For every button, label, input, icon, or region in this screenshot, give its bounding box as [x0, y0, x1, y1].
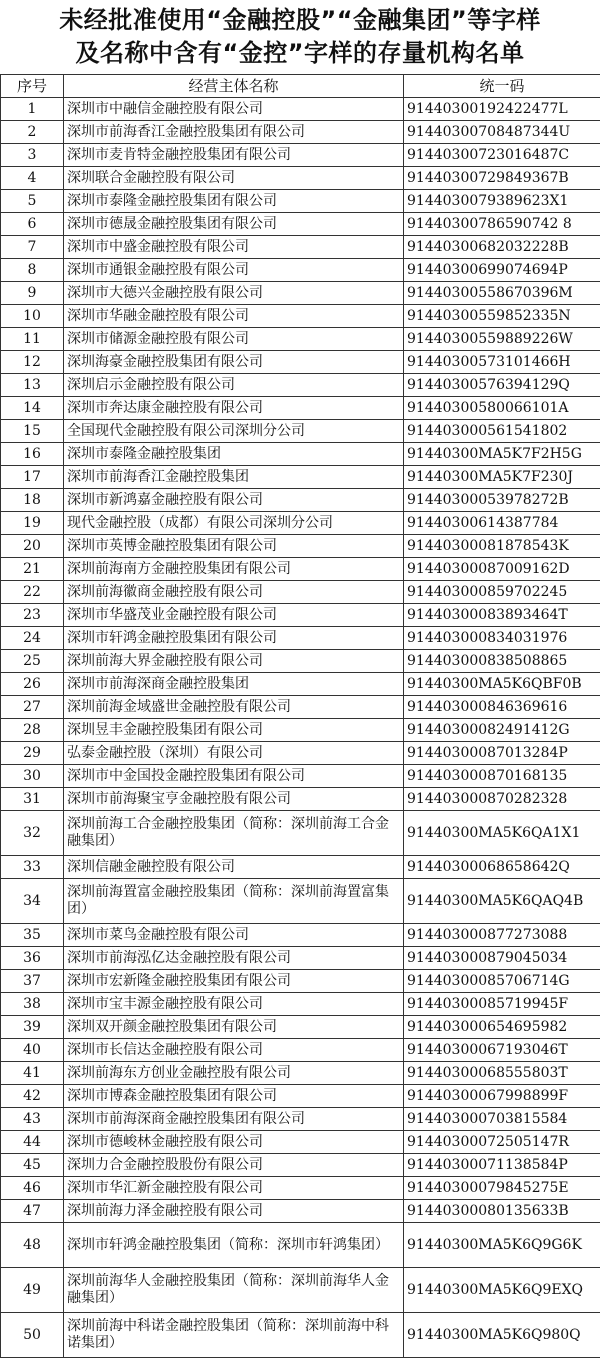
entity-name-text: 深圳市前海聚宝亨金融控股有限公司 — [67, 790, 291, 807]
row-number: 14 — [1, 397, 64, 420]
entity-name — [64, 1062, 404, 1085]
entity-name-text: 深圳市新鸿嘉金融控股有限公司 — [67, 491, 263, 508]
entity-name — [64, 581, 404, 604]
entity-name-text: 深圳前海徽商金融控股有限公司 — [67, 583, 263, 600]
entity-name-text: 深圳市德晟金融控股集团有限公司 — [67, 215, 277, 232]
table-row — [1, 879, 600, 924]
credit-code: 91440300723016487C — [404, 144, 600, 167]
credit-code: 91440300067998899F — [404, 1085, 600, 1108]
credit-code: 91440300MA5K6QAQ4B — [404, 879, 600, 924]
credit-code: 91440300614387784 — [404, 512, 600, 535]
credit-code: 91440300083893464T — [404, 604, 600, 627]
table-row — [1, 1131, 600, 1154]
table-row — [1, 190, 600, 213]
credit-code: 91440300699074694P — [404, 259, 600, 282]
credit-code: 914403000870282328 — [404, 788, 600, 811]
row-number: 11 — [1, 328, 64, 351]
row-number: 23 — [1, 604, 64, 627]
credit-code: 914403000859702245 — [404, 581, 600, 604]
entity-name — [64, 696, 404, 719]
credit-code: 91440300729849367B — [404, 167, 600, 190]
entity-name — [64, 788, 404, 811]
entity-name — [64, 259, 404, 282]
institution-table — [0, 74, 600, 1358]
entity-name-text: 深圳市华融金融控股有限公司 — [67, 307, 249, 324]
entity-name — [64, 1268, 404, 1313]
credit-code: 91440300MA5K7F2H5G — [404, 443, 600, 466]
table-row — [1, 1177, 600, 1200]
row-number: 36 — [1, 947, 64, 970]
entity-name-text: 深圳双开颜金融控股集团有限公司 — [67, 1018, 277, 1035]
row-number: 26 — [1, 673, 64, 696]
row-number: 45 — [1, 1154, 64, 1177]
table-row — [1, 811, 600, 856]
entity-name-text: 深圳昱丰金融控股集团有限公司 — [67, 721, 263, 738]
entity-name-text: 深圳信融金融控股有限公司 — [67, 858, 235, 875]
row-number: 47 — [1, 1200, 64, 1223]
table-row — [1, 742, 600, 765]
row-number: 3 — [1, 144, 64, 167]
entity-name — [64, 144, 404, 167]
credit-code: 914403000870168135 — [404, 765, 600, 788]
table-row — [1, 420, 600, 443]
credit-code: 91440300068555803T — [404, 1062, 600, 1085]
entity-name-text: 弘泰金融控股（深圳）有限公司 — [67, 744, 263, 761]
table-row — [1, 259, 600, 282]
entity-name-text: 深圳市博森金融控股集团有限公司 — [67, 1087, 277, 1104]
entity-name — [64, 351, 404, 374]
entity-name — [64, 1223, 404, 1268]
entity-name — [64, 213, 404, 236]
table-row — [1, 1016, 600, 1039]
entity-name-text: 深圳市宏新隆金融控股集团有限公司 — [67, 972, 291, 989]
credit-code: 914403000838508865 — [404, 650, 600, 673]
row-number: 13 — [1, 374, 64, 397]
credit-code: 91440300558670396M — [404, 282, 600, 305]
table-row — [1, 1062, 600, 1085]
row-number: 7 — [1, 236, 64, 259]
entity-name-text: 深圳前海工合金融控股集团（简称：深圳前海工合金融集团） — [67, 816, 389, 849]
table-header-row — [1, 75, 600, 98]
entity-name — [64, 397, 404, 420]
credit-code: 91440300573101466H — [404, 351, 600, 374]
entity-name-text: 深圳前海金域盛世金融控股有限公司 — [67, 698, 291, 715]
entity-name — [64, 282, 404, 305]
row-number: 5 — [1, 190, 64, 213]
table-row — [1, 1200, 600, 1223]
table-row — [1, 1108, 600, 1131]
row-number: 12 — [1, 351, 64, 374]
entity-name-text: 深圳市长信达金融控股有限公司 — [67, 1041, 263, 1058]
entity-name — [64, 604, 404, 627]
credit-code: 91440300067193046T — [404, 1039, 600, 1062]
credit-code: 91440300080135633B — [404, 1200, 600, 1223]
credit-code: 91440300MA5K6Q9G6K — [404, 1223, 600, 1268]
entity-name-text: 深圳启示金融控股有限公司 — [67, 376, 235, 393]
row-number: 10 — [1, 305, 64, 328]
table-row — [1, 466, 600, 489]
table-row — [1, 1313, 600, 1358]
row-number: 18 — [1, 489, 64, 512]
table-row — [1, 397, 600, 420]
entity-name-text: 深圳联合金融控股有限公司 — [67, 169, 235, 186]
entity-name — [64, 993, 404, 1016]
credit-code: 91440300081878543K — [404, 535, 600, 558]
table-body — [1, 98, 600, 1358]
credit-code: 91440300MA5K6Q980Q — [404, 1313, 600, 1358]
row-number: 21 — [1, 558, 64, 581]
entity-name — [64, 1016, 404, 1039]
table-row — [1, 604, 600, 627]
row-number: 46 — [1, 1177, 64, 1200]
credit-code: 91440300MA5K7F230J — [404, 466, 600, 489]
credit-code: 91440300682032228B — [404, 236, 600, 259]
entity-name — [64, 650, 404, 673]
entity-name — [64, 558, 404, 581]
document-title — [0, 4, 600, 70]
entity-name-text: 深圳市中融信金融控股有限公司 — [67, 100, 263, 117]
entity-name-text: 深圳市泰隆金融控股集团有限公司 — [67, 192, 277, 209]
row-number: 29 — [1, 742, 64, 765]
row-number: 31 — [1, 788, 64, 811]
entity-name-text: 深圳力合金融控股股份有限公司 — [67, 1156, 263, 1173]
row-number: 32 — [1, 811, 64, 856]
entity-name-text: 深圳市德峻林金融控股有限公司 — [67, 1133, 263, 1150]
entity-name — [64, 970, 404, 993]
header-code: 统一码 — [404, 75, 600, 98]
table-row — [1, 1268, 600, 1313]
row-number: 20 — [1, 535, 64, 558]
row-number: 48 — [1, 1223, 64, 1268]
credit-code: 91440300087009162D — [404, 558, 600, 581]
row-number: 30 — [1, 765, 64, 788]
table-row — [1, 351, 600, 374]
entity-name — [64, 811, 404, 856]
entity-name-text: 深圳市大德兴金融控股有限公司 — [67, 284, 263, 301]
entity-name — [64, 1154, 404, 1177]
row-number: 4 — [1, 167, 64, 190]
entity-name-text: 深圳市华盛茂业金融控股有限公司 — [67, 606, 277, 623]
credit-code: 91440300786590742 8 — [404, 213, 600, 236]
table-row — [1, 213, 600, 236]
credit-code: 91440300071138584P — [404, 1154, 600, 1177]
entity-name-text: 深圳海豪金融控股集团有限公司 — [67, 353, 263, 370]
credit-code: 914403000846369616 — [404, 696, 600, 719]
table-row — [1, 673, 600, 696]
entity-name-text: 全国现代金融控股有限公司深圳分公司 — [67, 422, 305, 439]
row-number: 41 — [1, 1062, 64, 1085]
row-number: 35 — [1, 924, 64, 947]
entity-name-text: 深圳市前海泓亿达金融控股有限公司 — [67, 949, 291, 966]
entity-name-text: 深圳前海力泽金融控股有限公司 — [67, 1202, 263, 1219]
entity-name — [64, 236, 404, 259]
table-row — [1, 443, 600, 466]
header-no: 序号 — [1, 75, 64, 98]
entity-name-text: 深圳前海华人金融控股集团（简称：深圳前海华人金融集团） — [67, 1273, 389, 1306]
table-row — [1, 512, 600, 535]
entity-name — [64, 856, 404, 879]
row-number: 25 — [1, 650, 64, 673]
entity-name-text: 深圳市轩鸿金融控股集团有限公司 — [67, 629, 277, 646]
table-row — [1, 947, 600, 970]
credit-code: 914403000703815584 — [404, 1108, 600, 1131]
entity-name-text: 深圳市英博金融控股集团有限公司 — [67, 537, 277, 554]
entity-name — [64, 1131, 404, 1154]
table-row — [1, 970, 600, 993]
entity-name — [64, 719, 404, 742]
entity-name — [64, 121, 404, 144]
entity-name-text: 深圳市前海香江金融控股集团有限公司 — [67, 123, 305, 140]
entity-name — [64, 98, 404, 121]
table-row — [1, 328, 600, 351]
entity-name — [64, 328, 404, 351]
entity-name-text: 深圳市麦肯特金融控股集团有限公司 — [67, 146, 291, 163]
entity-name — [64, 1313, 404, 1358]
credit-code: 91440300068658642Q — [404, 856, 600, 879]
table-row — [1, 489, 600, 512]
credit-code: 91440300MA5K6QA1X1 — [404, 811, 600, 856]
entity-name-text: 深圳市中盛金融控股有限公司 — [67, 238, 249, 255]
title-line-2: 及名称中含有“金控”字样的存量机构名单 — [75, 39, 525, 67]
credit-code: 91440300082491412G — [404, 719, 600, 742]
entity-name — [64, 627, 404, 650]
entity-name-text: 深圳市储源金融控股有限公司 — [67, 330, 249, 347]
row-number: 38 — [1, 993, 64, 1016]
row-number: 6 — [1, 213, 64, 236]
row-number: 43 — [1, 1108, 64, 1131]
credit-code: 91440300072505147R — [404, 1131, 600, 1154]
entity-name-text: 深圳前海中科诺金融控股集团（简称：深圳前海中科诺集团） — [67, 1318, 389, 1351]
table-row — [1, 374, 600, 397]
table-row — [1, 581, 600, 604]
table-row — [1, 993, 600, 1016]
table-row — [1, 856, 600, 879]
row-number: 42 — [1, 1085, 64, 1108]
row-number: 49 — [1, 1268, 64, 1313]
entity-name-text: 深圳市前海香江金融控股集团 — [67, 468, 249, 485]
entity-name — [64, 466, 404, 489]
row-number: 2 — [1, 121, 64, 144]
entity-name — [64, 443, 404, 466]
entity-name-text: 深圳市奔达康金融控股有限公司 — [67, 399, 263, 416]
entity-name — [64, 305, 404, 328]
credit-code: 91440300576394129Q — [404, 374, 600, 397]
entity-name — [64, 489, 404, 512]
entity-name-text: 深圳市通银金融控股有限公司 — [67, 261, 249, 278]
table-row — [1, 627, 600, 650]
row-number: 27 — [1, 696, 64, 719]
title-line-1: 未经批准使用“金融控股”“金融集团”等字样 — [59, 6, 541, 34]
credit-code: 91440300053978272B — [404, 489, 600, 512]
entity-name-text: 深圳市菜鸟金融控股有限公司 — [67, 926, 249, 943]
credit-code: 91440300559889226W — [404, 328, 600, 351]
header-name: 经营主体名称 — [64, 75, 404, 98]
credit-code: 91440300580066101A — [404, 397, 600, 420]
table-row — [1, 98, 600, 121]
credit-code: 91440300085719945F — [404, 993, 600, 1016]
entity-name — [64, 673, 404, 696]
row-number: 16 — [1, 443, 64, 466]
table-row — [1, 696, 600, 719]
entity-name — [64, 1108, 404, 1131]
row-number: 40 — [1, 1039, 64, 1062]
entity-name-text: 深圳前海南方金融控股集团有限公司 — [67, 560, 291, 577]
entity-name — [64, 512, 404, 535]
entity-name-text: 深圳市前海深商金融控股集团 — [67, 675, 249, 692]
row-number: 44 — [1, 1131, 64, 1154]
entity-name-text: 深圳市前海深商金融控股集团有限公司 — [67, 1110, 305, 1127]
entity-name — [64, 947, 404, 970]
row-number: 1 — [1, 98, 64, 121]
table-row — [1, 535, 600, 558]
table-row — [1, 1154, 600, 1177]
table-row — [1, 305, 600, 328]
row-number: 33 — [1, 856, 64, 879]
table-row — [1, 1085, 600, 1108]
credit-code: 9144030079389623X1 — [404, 190, 600, 213]
entity-name-text: 深圳市华汇新金融控股有限公司 — [67, 1179, 263, 1196]
entity-name — [64, 879, 404, 924]
table-row — [1, 924, 600, 947]
row-number: 39 — [1, 1016, 64, 1039]
table-row — [1, 121, 600, 144]
credit-code: 914403000654695982 — [404, 1016, 600, 1039]
entity-name — [64, 1200, 404, 1223]
credit-code: 91440300559852335N — [404, 305, 600, 328]
row-number: 22 — [1, 581, 64, 604]
entity-name-text: 深圳市泰隆金融控股集团 — [67, 445, 221, 462]
table-row — [1, 1223, 600, 1268]
entity-name-text: 深圳市宝丰源金融控股有限公司 — [67, 995, 263, 1012]
table-row — [1, 282, 600, 305]
credit-code: 91440300708487344U — [404, 121, 600, 144]
credit-code: 91440300192422477L — [404, 98, 600, 121]
entity-name-text: 深圳前海东方创业金融控股有限公司 — [67, 1064, 291, 1081]
credit-code: 914403000561541802 — [404, 420, 600, 443]
entity-name — [64, 1039, 404, 1062]
row-number: 37 — [1, 970, 64, 993]
row-number: 17 — [1, 466, 64, 489]
entity-name — [64, 742, 404, 765]
table-row — [1, 788, 600, 811]
entity-name — [64, 1177, 404, 1200]
credit-code: 91440300087013284P — [404, 742, 600, 765]
table-row — [1, 650, 600, 673]
entity-name-text: 深圳前海置富金融控股集团（简称：深圳前海置富集团） — [67, 884, 389, 917]
credit-code: 914403000879045034 — [404, 947, 600, 970]
table-row — [1, 765, 600, 788]
credit-code: 91440300079845275E — [404, 1177, 600, 1200]
entity-name-text: 深圳市中金国投金融控股集团有限公司 — [67, 767, 305, 784]
entity-name — [64, 420, 404, 443]
entity-name — [64, 190, 404, 213]
row-number: 9 — [1, 282, 64, 305]
entity-name-text: 深圳前海大界金融控股有限公司 — [67, 652, 263, 669]
credit-code: 91440300MA5K6Q9EXQ — [404, 1268, 600, 1313]
row-number: 50 — [1, 1313, 64, 1358]
table-row — [1, 1039, 600, 1062]
entity-name — [64, 167, 404, 190]
table-row — [1, 719, 600, 742]
table-row — [1, 236, 600, 259]
table-row — [1, 167, 600, 190]
credit-code: 914403000877273088 — [404, 924, 600, 947]
row-number: 15 — [1, 420, 64, 443]
credit-code: 91440300MA5K6QBF0B — [404, 673, 600, 696]
row-number: 24 — [1, 627, 64, 650]
entity-name — [64, 924, 404, 947]
row-number: 34 — [1, 879, 64, 924]
entity-name — [64, 535, 404, 558]
entity-name-text: 现代金融控股（成都）有限公司深圳分公司 — [67, 514, 333, 531]
table-row — [1, 558, 600, 581]
entity-name — [64, 374, 404, 397]
row-number: 28 — [1, 719, 64, 742]
row-number: 8 — [1, 259, 64, 282]
entity-name-text: 深圳市轩鸿金融控股集团（简称：深圳市轩鸿集团） — [67, 1236, 389, 1253]
entity-name — [64, 765, 404, 788]
credit-code: 914403000834031976 — [404, 627, 600, 650]
credit-code: 91440300085706714G — [404, 970, 600, 993]
table-row — [1, 144, 600, 167]
row-number: 19 — [1, 512, 64, 535]
entity-name — [64, 1085, 404, 1108]
